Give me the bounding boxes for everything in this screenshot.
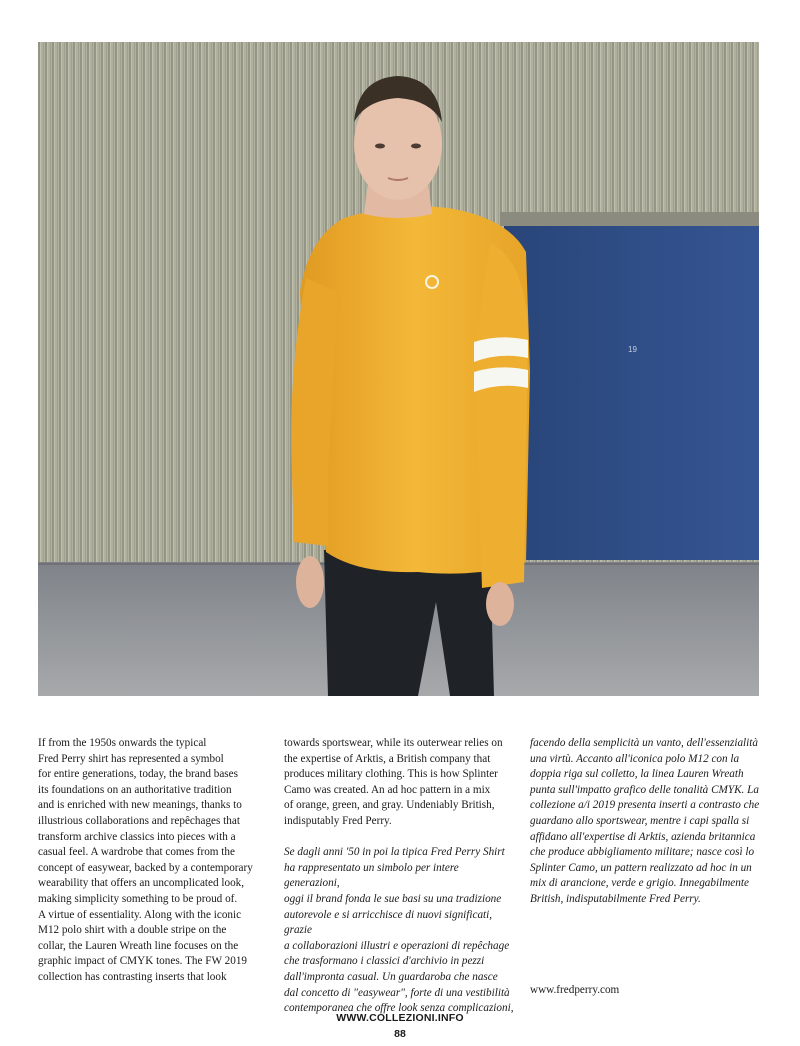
text-line: graphic impact of CMYK tones. The FW 2019: [38, 955, 248, 968]
footer-site[interactable]: WWW.COLLEZIONI.INFO: [336, 1012, 464, 1024]
english-text-column-1: [38, 736, 266, 986]
text-line: transform archive classics into pieces with a: [38, 830, 236, 843]
text-line: Fred Perry shirt has represented a symbol: [38, 752, 224, 765]
text-line: indisputably Fred Perry.: [284, 814, 392, 827]
text-line: facendo della semplicità un vanto, dell'essenzialità: [530, 737, 758, 749]
text-line: produces military clothing. This is how Splinter: [284, 768, 498, 781]
photo-illustration: [38, 42, 759, 696]
text-line: collezione a/i 2019 presenta inserti a contrasto che: [530, 799, 760, 812]
text-line: Se dagli anni '50 in poi la tipica Fred Perry Shirt: [284, 846, 505, 859]
text-line: mix di arancione, verde e grigio. Innegabilmente: [530, 877, 749, 890]
text-line: doppia riga sul colletto, la linea Lauren Wreath: [530, 768, 744, 781]
text-line: dall'impronta casual. Un guardaroba che nasce: [284, 970, 498, 983]
text-line: its foundations on an authoritative tradition: [38, 783, 232, 796]
text-line: dal concetto di "easywear", forte di una vestibilità: [284, 986, 510, 999]
right-hand: [486, 582, 514, 626]
door-number: 19: [628, 345, 637, 354]
text-line: una virtù. Accanto all'iconica polo M12 con la: [530, 752, 740, 765]
text-line: of orange, green, and gray. Undeniably British,: [284, 799, 495, 812]
text-line: punta sull'impatto grafico delle tonalità CMYK. La: [530, 783, 759, 796]
italian-text-column-3: [530, 736, 762, 908]
text-line: autorevole e si arricchisce di nuovi significati, grazie: [284, 908, 493, 937]
text-line: collection has contrasting inserts that look: [38, 970, 227, 983]
text-line: contemporanea che offre look senza complicazioni,: [284, 1002, 514, 1015]
text-line: British, indisputabilmente Fred Perry.: [530, 892, 701, 905]
text-line: Camo was created. An ad hoc pattern in a mix: [284, 783, 491, 796]
left-hand: [296, 556, 324, 608]
door-lintel: [500, 212, 759, 226]
text-line: the expertise of Arktis, a British company that: [284, 752, 491, 765]
text-line: M12 polo shirt with a double stripe on the: [38, 924, 227, 937]
hero-photo: [38, 42, 759, 696]
text-line: oggi il brand fonda le sue basi su una tradizione: [284, 892, 502, 905]
text-line: guardano allo sportswear, mentre i capi spalla si: [530, 814, 750, 827]
text-line: ha rappresentato un simbolo per intere generazioni,: [284, 861, 459, 890]
text-line: che trasformano i classici d'archivio in pezzi: [284, 955, 485, 968]
text-line: and is enriched with new meanings, thanks to: [38, 799, 242, 812]
text-line: towards sportswear, while its outerwear relies on: [284, 737, 503, 749]
text-line: for entire generations, today, the brand bases: [38, 768, 238, 781]
text-line: che produce abbigliamento militare; nasce così lo: [530, 846, 755, 859]
website-link[interactable]: www.fredperry.com: [530, 984, 620, 996]
text-line: A virtue of essentiality. Along with the iconic: [38, 908, 242, 921]
text-line: making simplicity something to be proud of.: [38, 892, 238, 905]
text-column-2: [284, 736, 516, 1017]
text-line: wearability that offers an uncomplicated look,: [38, 877, 245, 890]
text-line: affidano all'expertise di Arktis, azienda britannica: [530, 830, 756, 843]
text-line: illustrious collaborations and repêchages that: [38, 814, 240, 827]
text-line: concept of easywear, backed by a contemporary: [38, 861, 253, 874]
text-line: Splinter Camo, un pattern realizzato ad hoc in un: [530, 861, 752, 874]
text-line: a collaborazioni illustri e operazioni di repêchage: [284, 939, 510, 952]
blue-door: [504, 226, 759, 560]
text-line: casual feel. A wardrobe that comes from the: [38, 846, 235, 859]
page-number: 88: [394, 1028, 406, 1040]
text-line: collar, the Lauren Wreath line focuses on the: [38, 939, 239, 952]
text-line: If from the 1950s onwards the typical: [38, 737, 207, 749]
